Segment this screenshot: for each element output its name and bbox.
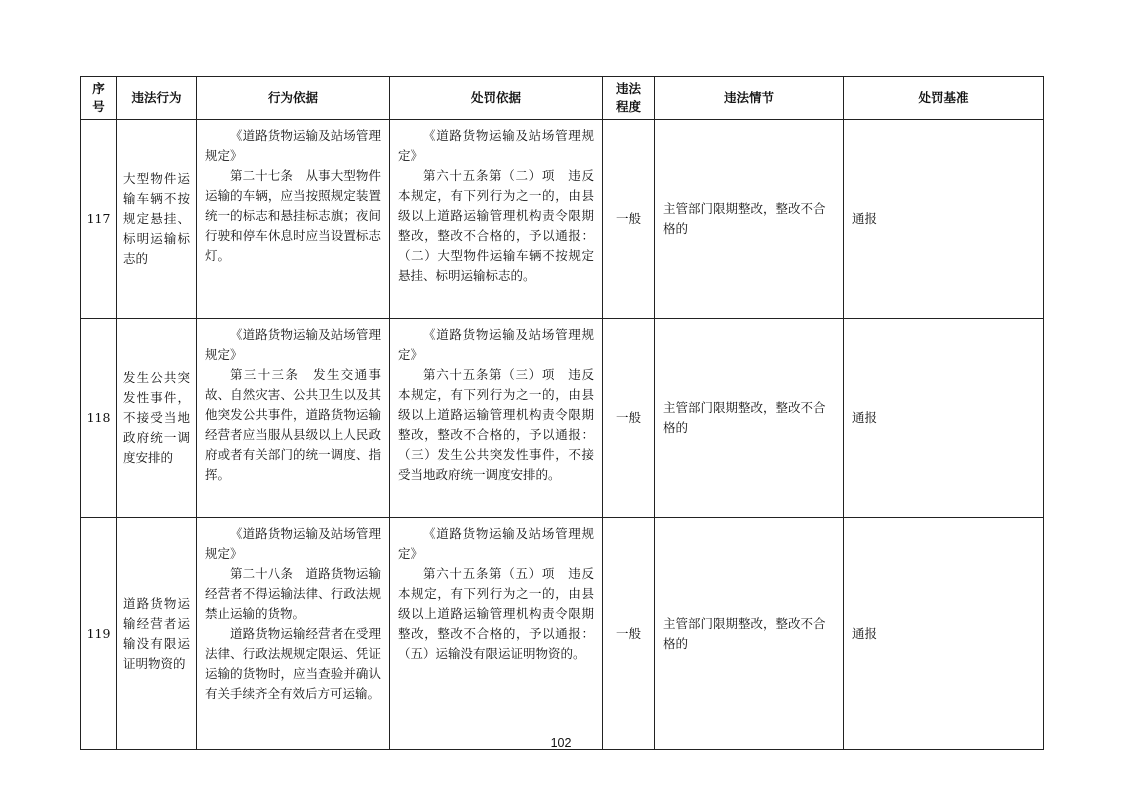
legal-basis: 《道路货物运输及站场管理规定》 第三十三条 发生交通事故、自然灾害、公共卫生以及其他突发公共事件，道路货物运输经营者应当服从县级以上人民政府或者有关部门的统一调度、指挥。 bbox=[197, 319, 390, 518]
page-number: 102 bbox=[550, 736, 572, 750]
regulation-table bbox=[80, 76, 1044, 750]
violation-act: 大型物件运输车辆不按规定悬挂、标明运输标志的 bbox=[117, 120, 197, 319]
penalty-standard: 通报 bbox=[844, 120, 1044, 319]
header-degree: 违法 程度 bbox=[603, 77, 655, 120]
header-act: 违法行为 bbox=[117, 77, 197, 120]
violation-act: 道路货物运输经营者运输没有限运证明物资的 bbox=[117, 518, 197, 750]
legal-basis: 《道路货物运输及站场管理规定》 第二十八条 道路货物运输经营者不得运输法律、行政法规禁止运输的货物。 道路货物运输经营者在受理法律、行政法规规定限运、凭证运输的货物时，应当查验并确认有关手续齐全有效后方可运输。 bbox=[197, 518, 390, 750]
row-number: 118 bbox=[81, 319, 117, 518]
violation-circumstance: 主管部门限期整改，整改不合格的 bbox=[655, 518, 844, 750]
table-row bbox=[81, 120, 1044, 319]
penalty-basis: 《道路货物运输及站场管理规定》 第六十五条第（五）项 违反本规定，有下列行为之一的，由县级以上道路运输管理机构责令限期整改，整改不合格的，予以通报：（五）运输没有限运证明物资的。 bbox=[390, 518, 603, 750]
penalty-basis: 《道路货物运输及站场管理规定》 第六十五条第（二）项 违反本规定，有下列行为之一的，由县级以上道路运输管理机构责令限期整改，整改不合格的，予以通报：（二）大型物件运输车辆不按规定悬挂、标明运输标志的。 bbox=[390, 120, 603, 319]
violation-circumstance: 主管部门限期整改，整改不合格的 bbox=[655, 319, 844, 518]
table-row bbox=[81, 518, 1044, 750]
header-circumstance: 违法情节 bbox=[655, 77, 844, 120]
header-standard: 处罚基准 bbox=[844, 77, 1044, 120]
table-row bbox=[81, 319, 1044, 518]
header-row bbox=[81, 77, 1044, 120]
violation-degree: 一般 bbox=[603, 319, 655, 518]
penalty-basis: 《道路货物运输及站场管理规定》 第六十五条第（三）项 违反本规定，有下列行为之一的，由县级以上道路运输管理机构责令限期整改，整改不合格的，予以通报：（三）发生公共突发性事件，不接受当地政府统一调度安排的。 bbox=[390, 319, 603, 518]
header-penalty: 处罚依据 bbox=[390, 77, 603, 120]
row-number: 117 bbox=[81, 120, 117, 319]
header-basis: 行为依据 bbox=[197, 77, 390, 120]
penalty-standard: 通报 bbox=[844, 319, 1044, 518]
violation-degree: 一般 bbox=[603, 120, 655, 319]
violation-act: 发生公共突发性事件，不接受当地政府统一调度安排的 bbox=[117, 319, 197, 518]
penalty-standard: 通报 bbox=[844, 518, 1044, 750]
header-no: 序 号 bbox=[81, 77, 117, 120]
violation-circumstance: 主管部门限期整改，整改不合格的 bbox=[655, 120, 844, 319]
row-number: 119 bbox=[81, 518, 117, 750]
violation-degree: 一般 bbox=[603, 518, 655, 750]
legal-basis: 《道路货物运输及站场管理规定》 第二十七条 从事大型物件运输的车辆，应当按照规定装置统一的标志和悬挂标志旗；夜间行驶和停车休息时应当设置标志灯。 bbox=[197, 120, 390, 319]
